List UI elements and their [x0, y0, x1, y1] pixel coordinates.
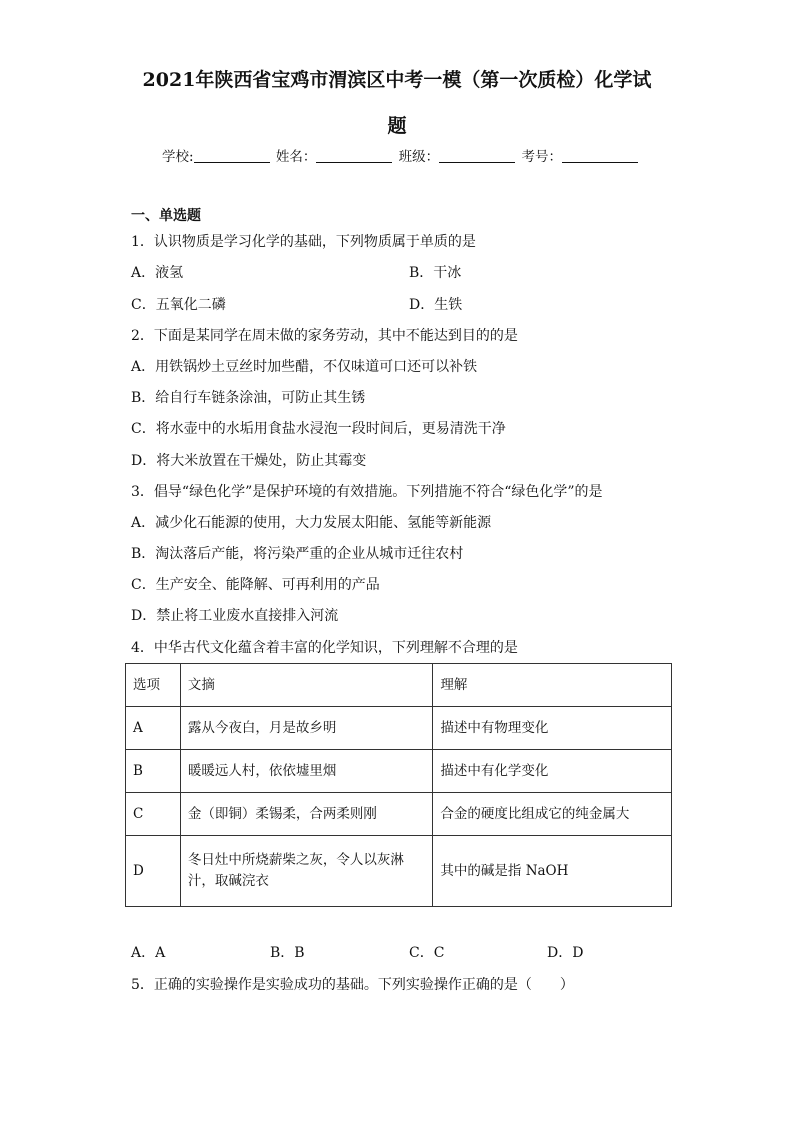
q2-option-d: D．将大米放置在干燥处，防止其霉变: [131, 453, 367, 469]
table-header-cell: 理解: [433, 664, 672, 707]
table-row: [126, 707, 672, 750]
q1-option-c: C．五氧化二磷: [131, 297, 226, 313]
question-4-stem: 4．中华古代文化蕴含着丰富的化学知识，下列理解不合理的是: [131, 640, 518, 656]
q2-option-a: A．用铁锅炒土豆丝时加些醋，不仅味道可口还可以补铁: [131, 359, 478, 375]
class-blank[interactable]: [439, 148, 515, 163]
question-5-stem: 5．正确的实验操作是实验成功的基础。下列实验操作正确的是（ ）: [131, 977, 574, 993]
table-cell: 暖暖远人村，依依墟里烟: [180, 750, 432, 793]
name-label: 姓名：: [275, 149, 317, 165]
table-header-cell: 文摘: [180, 664, 432, 707]
q1-option-a: A．液氢: [131, 265, 184, 281]
table-header-cell: 选项: [126, 664, 181, 707]
table-row: [126, 750, 672, 793]
table-cell: 合金的硬度比组成它的纯金属大: [433, 793, 672, 836]
table-cell: C: [126, 793, 181, 836]
question-3-stem: 3．倡导“绿色化学”是保护环境的有效措施。下列措施不符合“绿色化学”的是: [131, 484, 603, 500]
question-2-stem: 2．下面是某同学在周末做的家务劳动，其中不能达到目的的是: [131, 328, 518, 344]
table-cell: 描述中有化学变化: [433, 750, 672, 793]
table-cell: 其中的碱是指 NaOH: [433, 836, 672, 907]
q4-option-a: A．A: [131, 945, 166, 961]
q4-option-c: C．C: [409, 945, 445, 961]
table-cell: 露从今夜白，月是故乡明: [180, 707, 432, 750]
table-cell: 描述中有物理变化: [433, 707, 672, 750]
page-title-continued: 题: [387, 115, 407, 137]
school-blank[interactable]: [194, 148, 270, 163]
table-cell: A: [126, 707, 181, 750]
table-row: [126, 793, 672, 836]
table-cell: 冬日灶中所烧薪柴之灰，令人以灰淋汁，取碱浣衣: [180, 836, 432, 907]
number-blank[interactable]: [562, 148, 638, 163]
page-title: 2021年陕西省宝鸡市渭滨区中考一模（第一次质检）化学试: [142, 69, 652, 91]
table-cell: B: [126, 750, 181, 793]
q1-option-b: B．干冰: [409, 265, 462, 281]
table-row: [126, 836, 672, 907]
table-header-row: [126, 664, 672, 707]
q2-option-c: C．将水壶中的水垢用食盐水浸泡一段时间后，更易清洗干净: [131, 421, 506, 437]
student-info-line: [162, 145, 640, 165]
question-4-table: [125, 663, 672, 907]
question-1-stem: 1．认识物质是学习化学的基础，下列物质属于单质的是: [131, 234, 476, 250]
q1-option-d: D．生铁: [409, 297, 463, 313]
table-cell: D: [126, 836, 181, 907]
q3-option-b: B．淘汰落后产能，将污染严重的企业从城市迁往农村: [131, 546, 464, 562]
name-blank[interactable]: [316, 148, 392, 163]
class-label: 班级：: [398, 149, 440, 165]
q3-option-a: A．减少化石能源的使用，大力发展太阳能、氢能等新能源: [131, 515, 492, 531]
q3-option-c: C．生产安全、能降解、可再利用的产品: [131, 577, 380, 593]
section-heading: 一、单选题: [131, 208, 201, 224]
q2-option-b: B．给自行车链条涂油，可防止其生锈: [131, 390, 366, 406]
table-cell: 金（即铜）柔锡柔，合两柔则刚: [180, 793, 432, 836]
q4-option-b: B．B: [270, 945, 305, 961]
school-label: 学校:: [162, 149, 194, 165]
q3-option-d: D．禁止将工业废水直接排入河流: [131, 608, 339, 624]
number-label: 考号：: [521, 149, 562, 165]
q4-option-d: D．D: [547, 945, 584, 961]
